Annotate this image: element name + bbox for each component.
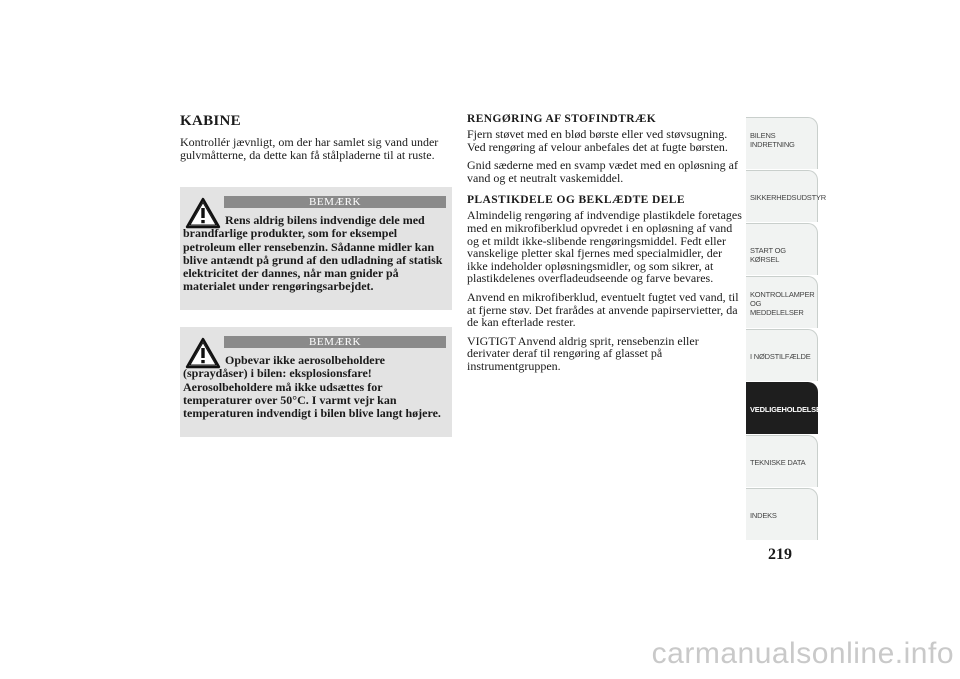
watermark: carmanualsonline.info [651,637,954,670]
subheading-plastikdele: PLASTIKDELE OG BEKLÆDTE DELE [467,194,685,207]
intro-paragraph: Kontrollér jævnligt, om der har samlet sig vand under gulvmåtterne, da dette kan få stålpladerne til at ruste. [180,135,439,162]
paragraph: Fjern støvet med en blød børste eller ved støvsugning. Ved rengøring af velour anbefales det at fugte børsten. [467,127,728,154]
paragraph-important: VIGTIGT Anvend aldrig sprit, rensebenzin eller derivater deraf til rengøring af glasset på instrumentgruppen. [467,333,699,373]
note-text: Rens aldrig bilens indvendige dele med brandfarlige produkter, som for eksempel petroleum eller rensebenzin. Sådanne midler kan blive antændt på grund af den udladning af statisk elektricitet der dannes, når man gnider på materialet under rengøringsarbejdet. [183,213,443,294]
right-column [467,113,742,379]
tab-start-og-korsel[interactable]: START OG KØRSEL [746,223,818,275]
tab-kontrollamper[interactable]: KONTROLLAMPER OG MEDDELELSER [746,276,818,328]
warning-note-1 [180,187,452,310]
note-label: BEMÆRK [224,196,446,208]
page-number: 219 [768,546,792,563]
left-column [180,113,452,168]
tab-tekniske-data[interactable]: TEKNISKE DATA [746,435,818,487]
tab-indeks[interactable]: INDEKS [746,488,818,540]
tab-vedligeholdelse[interactable]: VEDLIGEHOLDELSE [746,382,818,434]
paragraph: Anvend en mikrofiberklud, eventuelt fugtet ved vand, til at fjerne støv. Det frarådes at anvende papirservietter, da de kan efterlade rester. [467,289,739,330]
subheading-stofindtraek: RENGØRING AF STOFINDTRÆK [467,113,657,125]
section-heading-kabine: KABINE [180,113,241,129]
paragraph: Almindelig rengøring af indvendige plastikdele foretages med en mikrofiberklud opvredet i en opløsning af vand og et mildt ikke-slibende rengøringsmiddel. Fedt eller vanskelige pletter skal fjernes med specialmidler, der ikke indeholder opløsningsmidler, og som sikrer, at plastikdelenes overfladeudseende og farve bevares. [467,208,742,286]
warning-note-2 [180,327,452,437]
paragraph: Gnid sæderne med en svamp vædet med en opløsning af vand og et neutralt vaskemiddel. [467,158,738,185]
note-label: BEMÆRK [224,336,446,348]
note-text: Opbevar ikke aerosolbeholdere (spraydåser) i bilen: eksplosionsfare! Aerosolbeholdere må ikke udsættes for temperaturer over 50°C. I varmt vejr kan temperaturen indvendigt i bilen blive langt højere. [183,353,441,421]
tab-bilens-indretning[interactable]: BILENS INDRETNING [746,117,818,169]
tab-sikkerhedsudstyr[interactable]: SIKKERHEDSUDSTYR [746,170,818,222]
tab-i-nodstilfaelde[interactable]: I NØDSTILFÆLDE [746,329,818,381]
